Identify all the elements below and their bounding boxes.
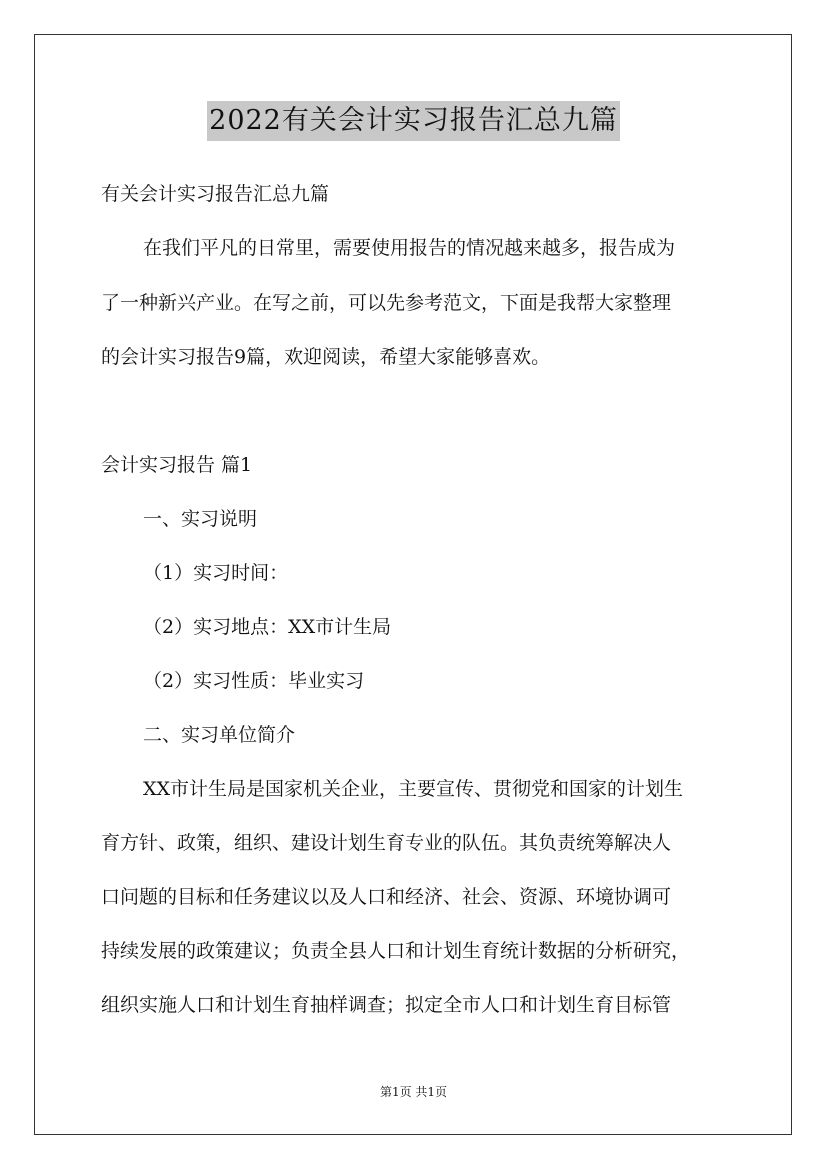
part1-heading: 一、实习说明 [143,508,258,530]
intro-line-1: 在我们平凡的日常里，需要使用报告的情况越来越多，报告成为 [143,237,676,259]
body-line-1: XX市计生局是国家机关企业，主要宣传、贯彻党和国家的计划生 [143,778,684,800]
part2-heading: 二、实习单位简介 [143,724,296,746]
intro-line-3: 的会计实习报告9篇，欢迎阅读，希望大家能够喜欢。 [101,346,551,368]
body-line-5: 组织实施人口和计划生育抽样调查；拟定全市人口和计划生育目标管 [101,994,672,1016]
document-title: 2022有关会计实习报告汇总九篇 [207,101,620,141]
document-subtitle: 有关会计实习报告汇总九篇 [101,183,330,205]
section-heading: 会计实习报告 篇1 [101,454,253,476]
body-line-3: 口问题的目标和任务建议以及人口和经济、社会、资源、环境协调可 [101,886,672,908]
page-footer: 第1页 共1页 [379,1085,448,1099]
list-item: （2）实习性质：毕业实习 [143,670,365,692]
list-item: （1）实习时间： [143,562,289,584]
title-container [0,101,827,141]
body-line-4: 持续发展的政策建议；负责全县人口和计划生育统计数据的分析研究， [101,940,691,962]
intro-line-2: 了一种新兴产业。在写之前，可以先参考范文，下面是我帮大家整理 [101,292,672,314]
body-line-2: 育方针、政策，组织、建设计划生育专业的队伍。其负责统筹解决人 [101,832,672,854]
list-item: （2）实习地点：XX市计生局 [143,616,392,638]
